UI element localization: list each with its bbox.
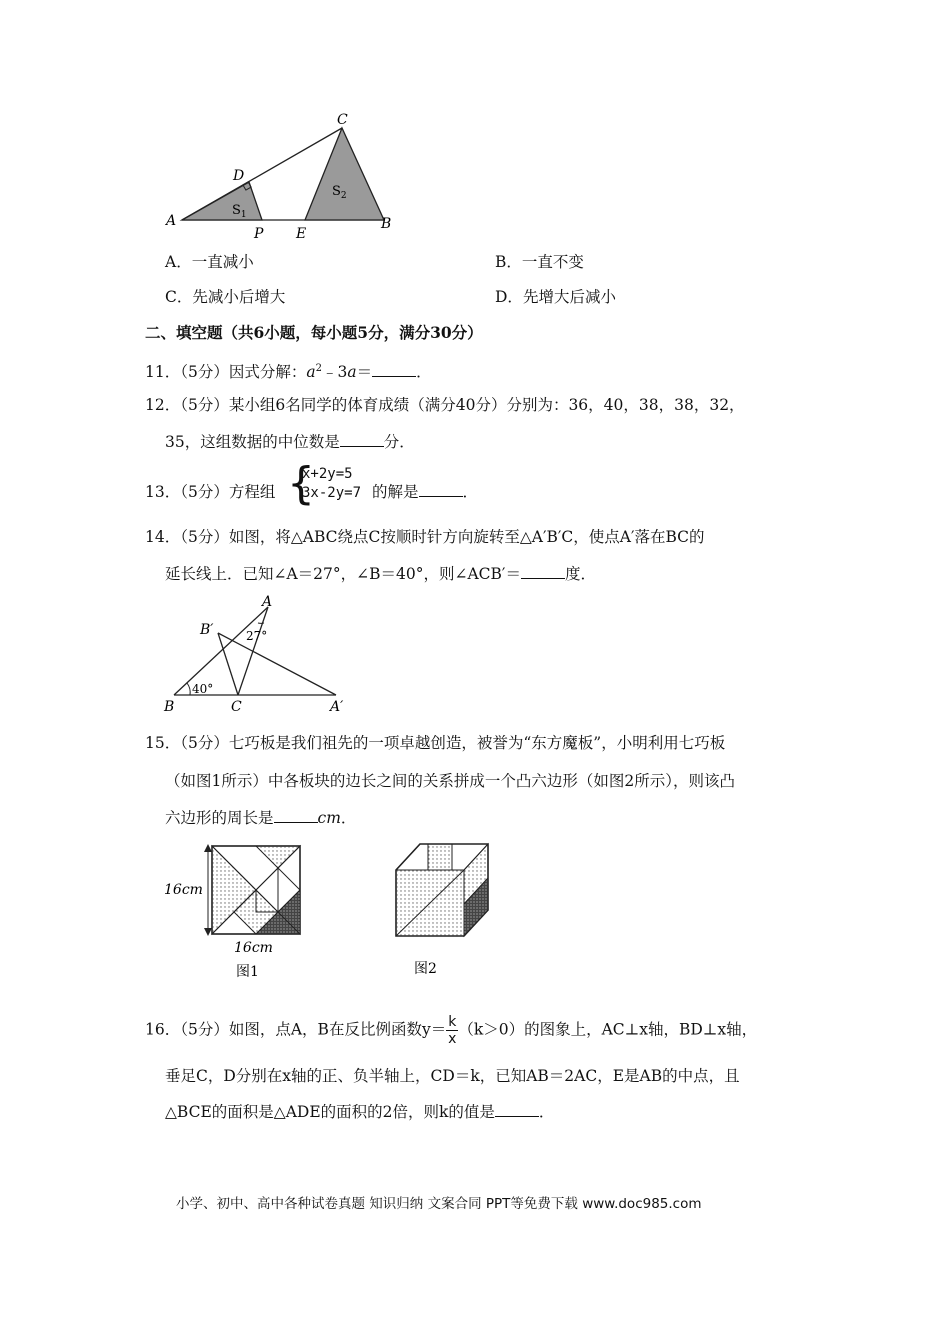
label-p: P	[254, 226, 264, 242]
question-15-line3: 六边形的周长是 cm．	[165, 809, 357, 827]
question-15-line1: 15．（5分）七巧板是我们祖先的一项卓越创造，被誉为“东方魔板”，小明利用七巧板	[145, 734, 726, 752]
angle-a-label: 27°	[246, 629, 268, 643]
question-16-line3: △BCE的面积是△ADE的面积的2倍，则k的值是 ．	[165, 1103, 555, 1121]
section-title: 二、填空题（共6小题，每小题5分，满分30分）	[145, 323, 483, 342]
question-14-line2: 延长线上．已知∠A＝27°，∠B＝40°，则∠ACB′＝ 度．	[165, 565, 596, 583]
label-e: E	[296, 226, 307, 242]
page-footer: 小学、初中、高中各种试卷真题 知识归纳 文案合同 PPT等免费下载 www.doc985.com	[176, 1196, 702, 1212]
question-14-line1: 14．（5分）如图，将△ABC绕点C按顺时针方向旋转至△A′B′C，使点A′落在BC的	[145, 528, 705, 546]
label-c: C	[231, 699, 242, 715]
label-s2: $S_2$	[332, 184, 347, 201]
caption-fig1: 图1	[236, 964, 259, 980]
rotation-figure-q14	[160, 590, 360, 715]
dim-horizontal: 16cm	[234, 940, 273, 956]
triangle-figure-q10	[160, 110, 400, 245]
question-13: 13．（5分）方程组	[145, 483, 276, 501]
question-13-tail: 的解是 ．	[372, 483, 479, 501]
label-a: A	[166, 213, 177, 229]
tangram-figure-1	[160, 838, 320, 983]
fraction-k-over-x: $\frac{k}{x}$	[448, 1014, 457, 1047]
option-a: A．一直减小	[165, 253, 254, 271]
label-a: A	[262, 594, 273, 610]
angle-b-label: 40°	[192, 682, 214, 696]
label-d: D	[233, 168, 245, 184]
question-15-line2: （如图1所示）中各板块的边长之间的关系拼成一个凸六边形（如图2所示），则该凸	[165, 772, 735, 790]
dim-vertical: 16cm	[164, 882, 203, 898]
question-11: 11．（5分）因式分解：$a^2﹣3a=$ ．	[145, 363, 432, 382]
option-b: B．一直不变	[495, 253, 584, 271]
option-d: D．先增大后减小	[495, 288, 616, 306]
option-c: C．先减小后增大	[165, 288, 286, 306]
question-16-line2: 垂足C，D分别在x轴的正、负半轴上，CD＝k，已知AB＝2AC，E是AB的中点，且	[165, 1067, 740, 1085]
label-b: B	[164, 699, 175, 715]
question-12-line2: 35，这组数据的中位数是 分．	[165, 433, 415, 451]
label-c: C	[337, 112, 348, 128]
system-equations: x+2y=5 3x-2y=7	[302, 466, 362, 501]
label-s1: $S_1$	[232, 203, 247, 220]
system-brace: {	[287, 458, 315, 509]
label-b: B	[381, 216, 392, 232]
label-a-prime: A′	[330, 699, 344, 715]
question-16-line1: 16．（5分）如图，点A，B在反比例函数y＝ $\frac{k}{x}$ （k＞0）的图象上，AC⊥x轴，BD⊥x轴，	[145, 1014, 758, 1047]
tangram-figure-2	[380, 838, 500, 983]
caption-fig2: 图2	[414, 961, 437, 977]
label-b-prime: B′	[200, 622, 214, 638]
question-12-line1: 12．（5分）某小组6名同学的体育成绩（满分40分）分别为：36，40，38，38，32，	[145, 396, 745, 414]
